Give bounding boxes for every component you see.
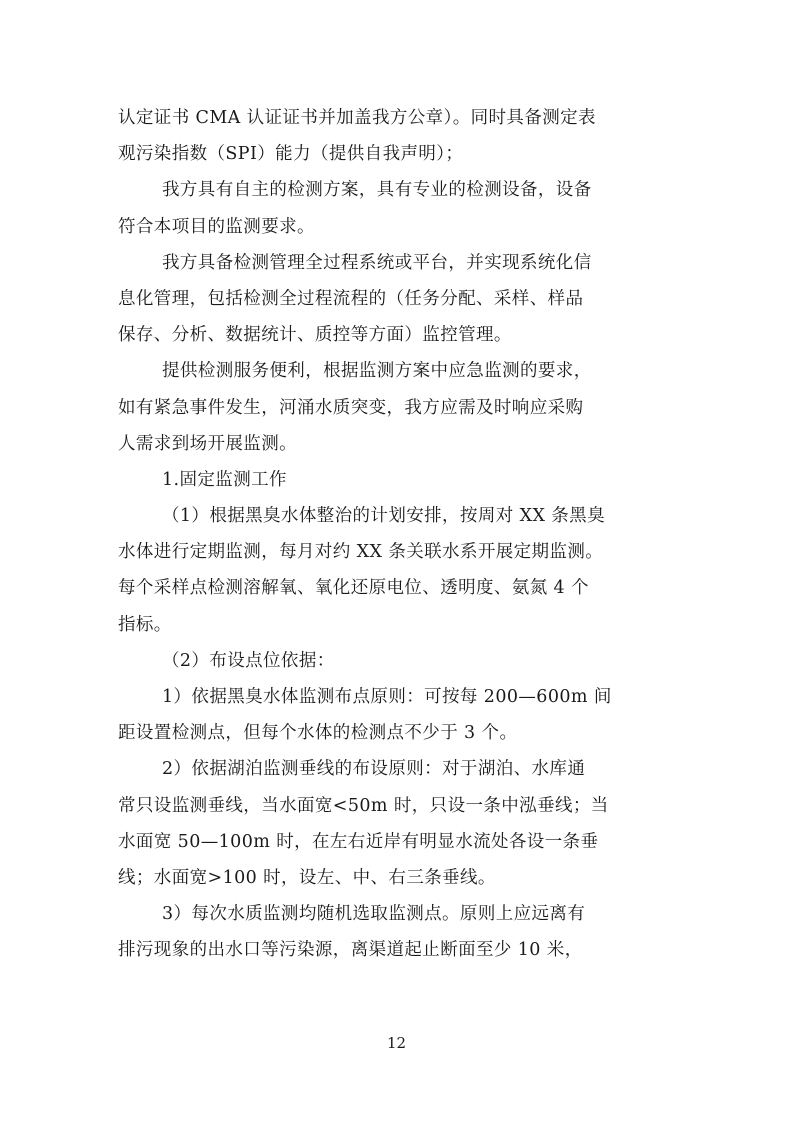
paragraph-start-line: （2）布设点位依据： xyxy=(162,650,335,671)
text-line: 线；水面宽>100 时，设左、中、右三条垂线。 xyxy=(118,867,496,888)
paragraph-start-line: 我方具有自主的检测方案，具有专业的检测设备，设备 xyxy=(162,180,592,201)
paragraph-start-line: 我方具备检测管理全过程系统或平台，并实现系统化信 xyxy=(162,252,592,273)
text-line: 指标。 xyxy=(118,614,172,635)
text-line: 认定证书 CMA 认证证书并加盖我方公章）。同时具备测定表 xyxy=(118,108,596,128)
text-line: 保存、分析、数据统计、质控等方面）监控管理。 xyxy=(118,325,512,346)
text-line: 符合本项目的监测要求。 xyxy=(118,216,315,237)
body-text xyxy=(118,100,678,969)
paragraph-start-line: （1）根据黑臭水体整治的计划安排，按周对 XX 条黑臭 xyxy=(162,506,605,527)
text-line: 如有紧急事件发生，河涌水质突变，我方应需及时响应采购 xyxy=(118,397,584,418)
paragraph-start-line: 提供检测服务便利，根据监测方案中应急监测的要求， xyxy=(162,361,592,382)
page-number: 12 xyxy=(386,1034,407,1052)
section-heading: 1.固定监测工作 xyxy=(162,469,287,490)
text-line: 观污染指数（SPI）能力（提供自我声明）； xyxy=(118,144,464,165)
text-line: 水体进行定期监测，每月对约 XX 条关联水系开展定期监测。 xyxy=(118,542,604,563)
paragraph-start-line: 2）依据湖泊监测垂线的布设原则：对于湖泊、水库通 xyxy=(162,759,586,780)
text-line: 水面宽 50—100m 时，在左右近岸有明显水流处各设一条垂 xyxy=(118,831,599,852)
text-line: 常只设监测垂线，当水面宽<50m 时，只设一条中泓垂线；当 xyxy=(118,795,609,816)
text-line: 距设置检测点，但每个水体的检测点不少于 3 个。 xyxy=(118,723,518,744)
text-line: 排污现象的出水口等污染源，离渠道起止断面至少 10 米， xyxy=(118,940,583,961)
paragraph-start-line: 3）每次水质监测均随机选取监测点。原则上应远离有 xyxy=(162,904,586,925)
text-line: 息化管理，包括检测全过程流程的（任务分配、采样、样品 xyxy=(118,288,584,309)
text-line: 人需求到场开展监测。 xyxy=(118,433,297,454)
text-line: 每个采样点检测溶解氧、氧化还原电位、透明度、氨氮 4 个 xyxy=(118,578,589,599)
paragraph-start-line: 1）依据黑臭水体监测布点原则：可按每 200—600m 间 xyxy=(162,687,612,707)
